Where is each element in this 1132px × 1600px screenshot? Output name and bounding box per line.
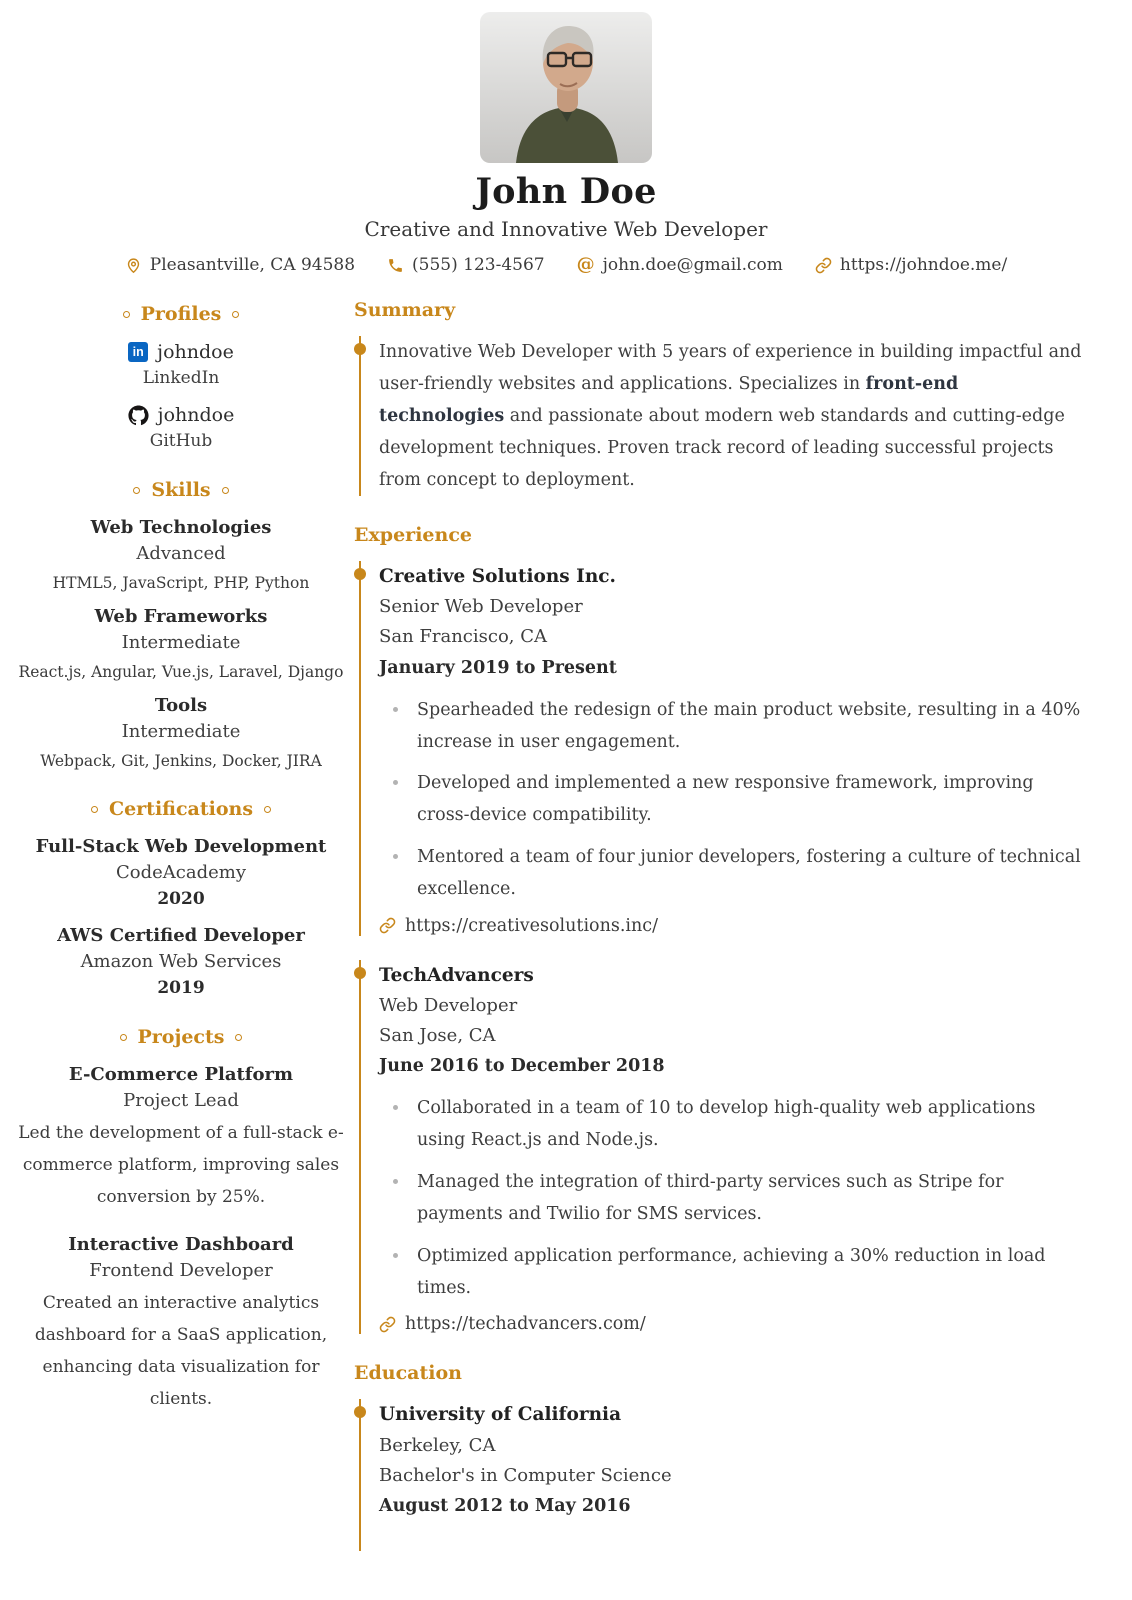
page-title: John Doe — [475, 171, 657, 212]
position: Web Developer — [379, 994, 518, 1016]
experience-highlights — [393, 1093, 1086, 1304]
project-name: Interactive Dashboard — [68, 1233, 294, 1255]
certification-name: Full-Stack Web Development — [35, 836, 327, 857]
contact-phone[interactable] — [387, 255, 545, 275]
header — [0, 12, 1132, 275]
project-role: Project Lead — [123, 1090, 239, 1111]
github-icon — [128, 405, 149, 426]
timeline-dot-icon — [354, 568, 366, 580]
skills-heading — [16, 479, 346, 501]
contact-location-text: Pleasantville, CA 94588 — [149, 255, 356, 275]
skill-keywords: HTML5, JavaScript, PHP, Python — [52, 574, 310, 592]
skill-name: Web Technologies — [90, 517, 272, 538]
company-location: San Francisco, CA — [379, 626, 548, 648]
content-columns — [0, 299, 1132, 1551]
skill-keywords: React.js, Angular, Vue.js, Laravel, Django — [18, 663, 344, 681]
projects-heading-label: Projects — [137, 1026, 225, 1048]
github-network-label: GitHub — [149, 431, 213, 451]
certification-year: 2019 — [157, 978, 205, 998]
ring-decoration-icon — [123, 311, 130, 318]
highlight-item: Managed the integration of third-party services such as Stripe for payments and Twilio for SMS services. — [393, 1167, 1086, 1231]
summary-text: Innovative Web Developer with 5 years of experience in building impactful and user-friendly websites and applications. Specializes in front-end technologies and passionate about modern web standards and cutting-edge development techniques. Proven track record of leading successful projects from concept to deployment. — [379, 342, 1082, 491]
education-heading: Education — [354, 1362, 462, 1385]
contact-email-text: john.doe@gmail.com — [602, 255, 783, 275]
skill-item — [16, 517, 346, 592]
summary-heading: Summary — [354, 299, 456, 321]
skills-heading-label: Skills — [151, 479, 211, 501]
ring-decoration-icon — [264, 806, 271, 813]
skill-item — [16, 695, 346, 770]
at-icon: @ — [576, 254, 595, 275]
company-url-text: https://techadvancers.com/ — [405, 1314, 646, 1335]
certification-item — [16, 925, 346, 998]
skill-name: Web Frameworks — [94, 606, 268, 627]
skill-name: Tools — [154, 695, 208, 716]
certification-issuer: CodeAcademy — [115, 862, 246, 883]
section-profiles — [16, 303, 346, 451]
contact-location — [125, 255, 355, 275]
section-skills — [16, 479, 346, 770]
profile-github[interactable] — [16, 404, 346, 426]
position: Senior Web Developer — [379, 596, 583, 618]
profiles-heading-label: Profiles — [140, 303, 222, 325]
company-name: Creative Solutions Inc. — [379, 566, 616, 588]
certification-issuer: Amazon Web Services — [80, 951, 282, 972]
timeline-dot-icon — [354, 967, 366, 979]
experience-highlights — [393, 695, 1086, 906]
experience-entry — [359, 960, 1086, 1335]
employment-dates: June 2016 to December 2018 — [379, 1056, 665, 1077]
skill-item — [16, 606, 346, 681]
ring-decoration-icon — [120, 1034, 127, 1041]
experience-heading: Experience — [354, 524, 472, 547]
projects-heading — [16, 1026, 346, 1048]
timeline-dot-icon — [354, 1406, 366, 1418]
education-dates: August 2012 to May 2016 — [379, 1496, 631, 1517]
linkedin-network-label: LinkedIn — [142, 368, 220, 388]
skill-level: Intermediate — [121, 721, 241, 742]
company-location: San Jose, CA — [379, 1025, 496, 1047]
highlight-item: Spearheaded the redesign of the main product website, resulting in a 40% increase in user engagement. — [393, 695, 1086, 759]
certifications-heading-label: Certifications — [108, 798, 254, 820]
github-username: johndoe — [157, 404, 235, 426]
degree: Bachelor's in Computer Science — [379, 1464, 672, 1486]
highlight-item: Collaborated in a team of 10 to develop high-quality web applications using React.js and Node.js. — [393, 1093, 1086, 1157]
link-icon — [379, 917, 396, 934]
project-name: E-Commerce Platform — [68, 1064, 294, 1085]
skill-keywords: Webpack, Git, Jenkins, Docker, JIRA — [40, 752, 322, 770]
skill-level: Advanced — [136, 543, 226, 564]
contact-email[interactable] — [577, 255, 783, 275]
contact-website[interactable] — [815, 255, 1007, 275]
experience-entry — [359, 561, 1086, 936]
section-projects — [16, 1026, 346, 1416]
company-url[interactable] — [379, 1314, 1086, 1334]
highlight-item: Optimized application performance, achieving a 30% reduction in load times. — [393, 1241, 1086, 1305]
project-item — [16, 1234, 346, 1416]
ring-decoration-icon — [222, 487, 229, 494]
company-url-text: https://creativesolutions.inc/ — [405, 915, 658, 936]
institution-location: Berkeley, CA — [379, 1434, 496, 1456]
section-summary — [354, 299, 1086, 496]
project-description: Led the development of a full-stack e-commerce platform, improving sales conversion by 25%. — [18, 1123, 344, 1207]
contact-phone-text: (555) 123-4567 — [412, 255, 545, 275]
highlight-item: Mentored a team of four junior developers, fostering a culture of technical excellence. — [393, 842, 1086, 906]
skill-level: Intermediate — [121, 632, 241, 653]
sidebar — [0, 299, 354, 1436]
contact-row — [0, 255, 1132, 275]
main-column — [354, 299, 1132, 1551]
certification-name: AWS Certified Developer — [57, 925, 305, 946]
profiles-heading — [16, 303, 346, 325]
section-education — [354, 1362, 1086, 1551]
section-experience — [354, 524, 1086, 1334]
profile-photo-illustration — [480, 12, 652, 163]
project-item — [16, 1064, 346, 1214]
employment-dates: January 2019 to Present — [379, 657, 617, 678]
location-icon — [125, 257, 142, 274]
professional-title: Creative and Innovative Web Developer — [364, 217, 768, 241]
contact-website-text: https://johndoe.me/ — [839, 255, 1008, 275]
highlight-item: Developed and implemented a new responsive framework, improving cross-device compatibility. — [393, 768, 1086, 832]
ring-decoration-icon — [232, 311, 239, 318]
profile-photo — [480, 12, 652, 163]
company-name: TechAdvancers — [379, 964, 534, 986]
link-icon — [815, 257, 832, 274]
education-entry — [359, 1399, 1086, 1551]
ring-decoration-icon — [91, 806, 98, 813]
company-url[interactable] — [379, 916, 1086, 936]
profile-linkedin[interactable] — [16, 341, 346, 363]
project-role: Frontend Developer — [89, 1259, 273, 1281]
certification-year: 2020 — [157, 889, 205, 909]
section-certifications — [16, 798, 346, 998]
timeline-dot-icon — [354, 343, 366, 355]
linkedin-username: johndoe — [157, 341, 234, 363]
ring-decoration-icon — [133, 487, 140, 494]
link-icon — [379, 1316, 396, 1333]
institution-name: University of California — [379, 1404, 622, 1426]
project-description: Created an interactive analytics dashboard for a SaaS application, enhancing data visualization for clients. — [34, 1292, 328, 1409]
linkedin-icon: in — [128, 342, 148, 362]
ring-decoration-icon — [235, 1034, 242, 1041]
summary-timeline-item — [359, 336, 1086, 496]
phone-icon — [387, 257, 404, 274]
certifications-heading — [16, 798, 346, 820]
certification-item — [16, 836, 346, 909]
